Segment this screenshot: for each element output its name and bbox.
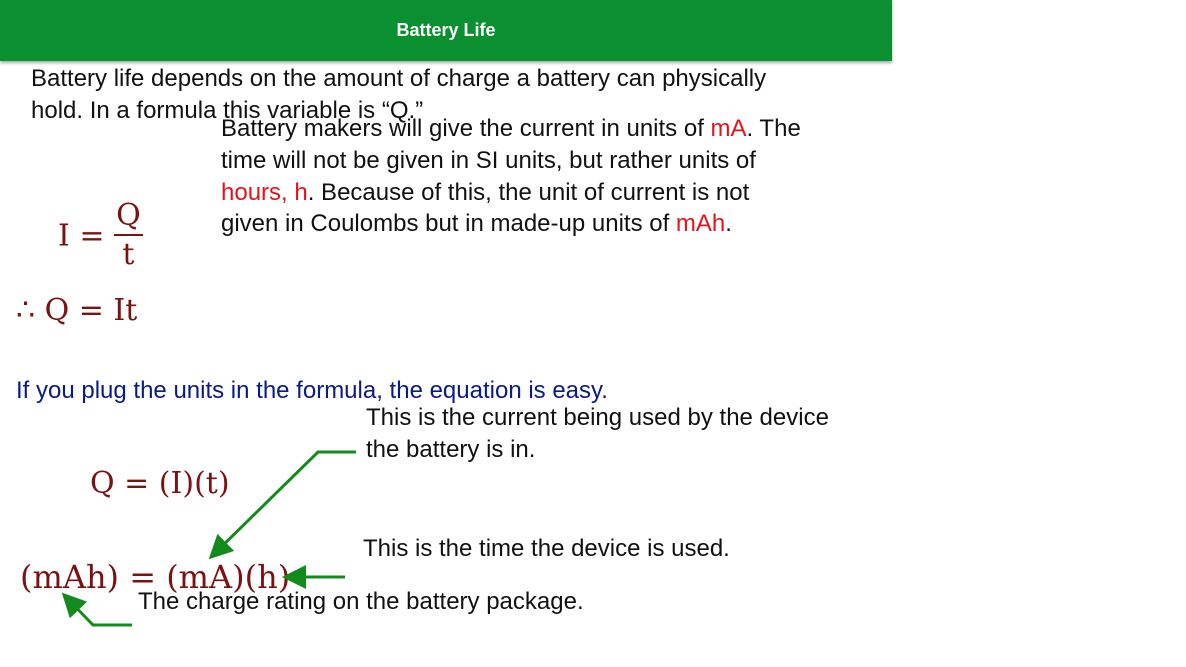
makers-line-4 [221, 208, 732, 240]
formula-denominator: t [122, 237, 135, 272]
makers-line-1-a: Battery makers will give the current in units of [221, 115, 711, 142]
arrow-to-charge-unit [66, 597, 132, 625]
makers-line-3 [221, 177, 749, 209]
formula-charge: ∴ Q = It [16, 293, 138, 328]
note-charge: The charge rating on the battery package. [138, 588, 584, 615]
formula-fraction [114, 198, 143, 274]
slide-header [0, 0, 892, 61]
formula-numerator: Q [114, 198, 143, 236]
plug-units-text: If you plug the units in the formula, the equation is easy. [16, 377, 608, 404]
intro-line-1: Battery life depends on the amount of charge a battery can physically [31, 65, 767, 92]
unit-mah-highlight: mAh [675, 210, 726, 237]
intro-line-2: hold. In a formula this variable is “Q.” [31, 97, 424, 124]
slide-title: Battery Life [396, 20, 496, 40]
formula-q-it: Q = (I)(t) [90, 466, 230, 501]
makers-line-1 [221, 113, 801, 145]
makers-line-4-a: given in Coulombs but in made-up units of [221, 210, 676, 237]
makers-line-4-c: . [725, 210, 732, 237]
unit-hours-highlight: hours, h [221, 179, 308, 206]
arrow-to-current-unit [213, 452, 356, 555]
note-current-line-1: This is the current being used by the device [366, 404, 829, 431]
formula-current-definition [58, 198, 143, 274]
unit-ma-highlight: mA [710, 115, 747, 142]
makers-line-3-b: . Because of this, the unit of current is not [307, 179, 750, 206]
makers-line-1-c: . The [746, 115, 801, 142]
makers-line-2: time will not be given in SI units, but rather units of [221, 147, 756, 174]
formula-units: (mAh) = (mA)(h) [20, 558, 291, 596]
note-time: This is the time the device is used. [363, 535, 730, 562]
formula-lhs: I = [58, 218, 105, 254]
note-current-line-2: the battery is in. [366, 436, 536, 463]
